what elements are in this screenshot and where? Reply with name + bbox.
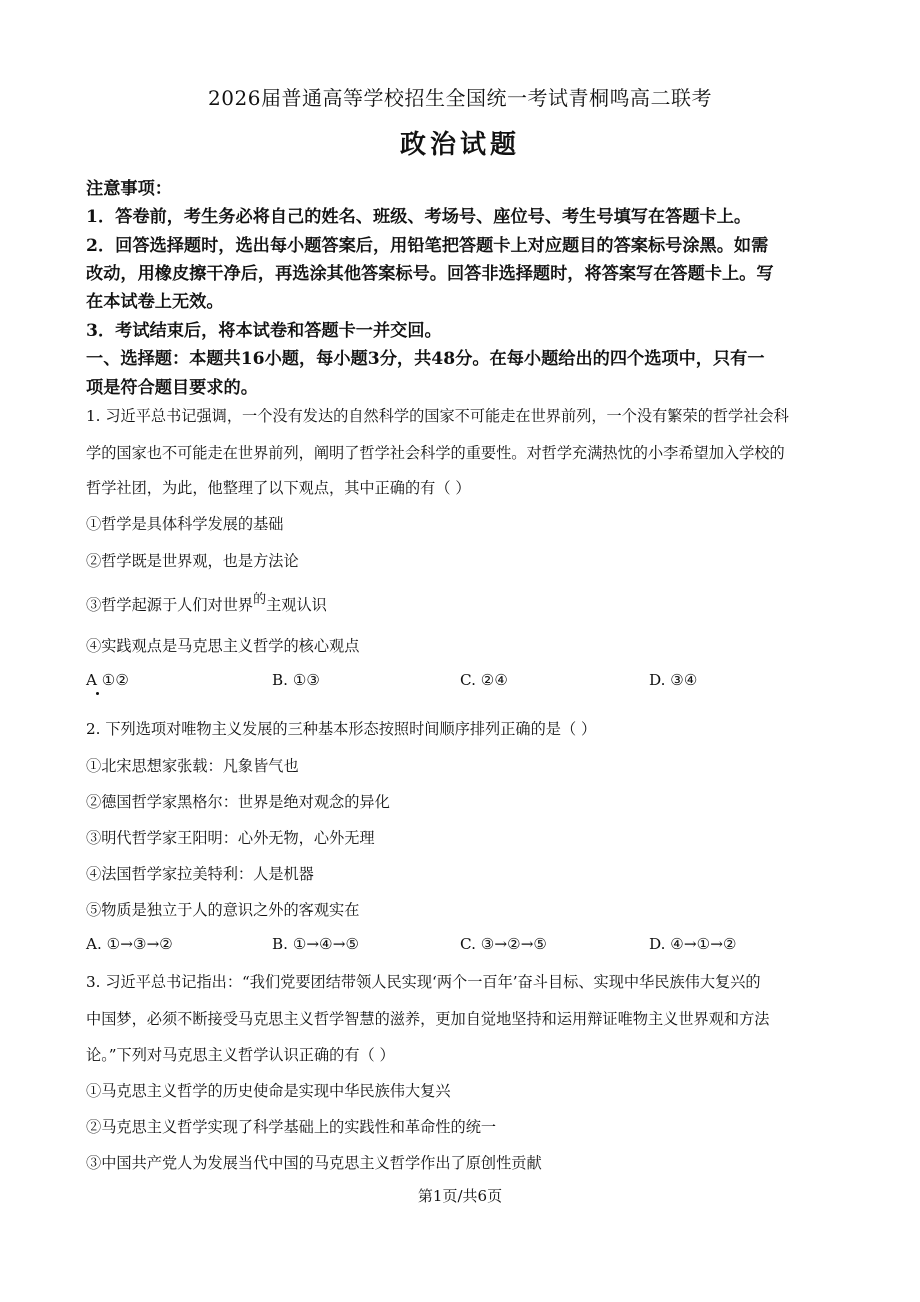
section-1-instruction-line-1: 一、选择题：本题共16小题，每小题3分，共48分。在每小题给出的四个选项中，只有一 [86,349,765,369]
q1-option-a: A ①② [86,671,130,689]
q1-statement-1: ①哲学是具体科学发展的基础 [86,515,284,533]
q1-statement-3-raised-char: 的 [253,592,267,607]
q2-statement-1: ①北宋思想家张载：凡象皆气也 [86,757,299,775]
q2-options [86,935,846,959]
q2-option-d: D. ④→①→② [649,935,737,953]
q1-statement-3 [86,594,327,615]
q2-statement-2: ②德国哲学家黑格尔：世界是绝对观念的异化 [86,793,390,811]
q1-options [86,671,846,695]
q1-statement-3-part-c: 主观认识 [266,596,327,614]
q2-option-b: B. ①→④→⑤ [272,935,360,953]
q1-statement-2: ②哲学既是世界观，也是方法论 [86,552,299,570]
q3-statement-3: ③中国共产党人为发展当代中国的马克思主义哲学作出了原创性贡献 [86,1154,542,1172]
q1-option-c: C. ②④ [460,671,508,689]
q3-stem-line-3: 论。”下列对马克思主义哲学认识正确的有（ ） [86,1046,395,1064]
q3-statement-1: ①马克思主义哲学的历史使命是实现中华民族伟大复兴 [86,1082,451,1100]
page-footer: 第1页/共6页 [417,1187,503,1205]
q2-statement-5: ⑤物质是独立于人的意识之外的客观实在 [86,901,360,919]
notice-item-3: 3．考试结束后，将本试卷和答题卡一并交回。 [86,321,442,341]
q1-option-b: B. ①③ [272,671,321,689]
q1-stem-line-2: 学的国家也不可能走在世界前列，阐明了哲学社会科学的重要性。对哲学充满热忱的小李希望加入学校的 [86,444,785,462]
q2-statement-3: ③明代哲学家王阳明：心外无物，心外无理 [86,829,375,847]
notice-item-2-line-3: 在本试卷上无效。 [86,292,224,312]
q1-statement-4: ④实践观点是马克思主义哲学的核心观点 [86,637,360,655]
q1-stem-line-3: 哲学社团，为此，他整理了以下观点，其中正确的有（ ） [86,479,471,497]
q2-option-c: C. ③→②→⑤ [460,935,548,953]
q3-stem-line-1: 3. 习近平总书记指出：“我们党要团结带领人民实现‘两个一百年’奋斗目标、实现中华民族伟大复兴的 [86,973,761,991]
q1-option-d: D. ③④ [649,671,698,689]
exam-title: 2026届普通高等学校招生全国统一考试青桐鸣高二联考 [208,86,712,110]
q2-option-a: A. ①→③→② [86,935,173,953]
section-1-instruction-line-2: 项是符合题目要求的。 [86,378,258,398]
notice-item-2-line-2: 改动，用橡皮擦干净后，再选涂其他答案标号。回答非选择题时，将答案写在答题卡上。写 [86,264,774,284]
subject-title: 政治试题 [399,130,520,160]
q2-statement-4: ④法国哲学家拉美特利：人是机器 [86,865,314,883]
notice-heading: 注意事项： [86,179,172,199]
q3-statement-2: ②马克思主义哲学实现了科学基础上的实践性和革命性的统一 [86,1118,497,1136]
q2-stem: 2. 下列选项对唯物主义发展的三种基本形态按照时间顺序排列正确的是（ ） [86,720,597,738]
q1-stem-line-1: 1. 习近平总书记强调，一个没有发达的自然科学的国家不可能走在世界前列，一个没有繁荣的哲学社会科 [86,407,789,425]
stray-dot-mark [96,692,99,695]
notice-item-1: 1．答卷前，考生务必将自己的姓名、班级、考场号、座位号、考生号填写在答题卡上。 [86,207,752,227]
q1-statement-3-part-a: ③哲学起源于人们对世界 [86,596,254,614]
notice-item-2-line-1: 2．回答选择题时，选出每小题答案后，用铅笔把答题卡上对应题目的答案标号涂黑。如需 [86,236,769,256]
q3-stem-line-2: 中国梦，必须不断接受马克思主义哲学智慧的滋养，更加自觉地坚持和运用辩证唯物主义世界观和方法 [86,1010,770,1028]
